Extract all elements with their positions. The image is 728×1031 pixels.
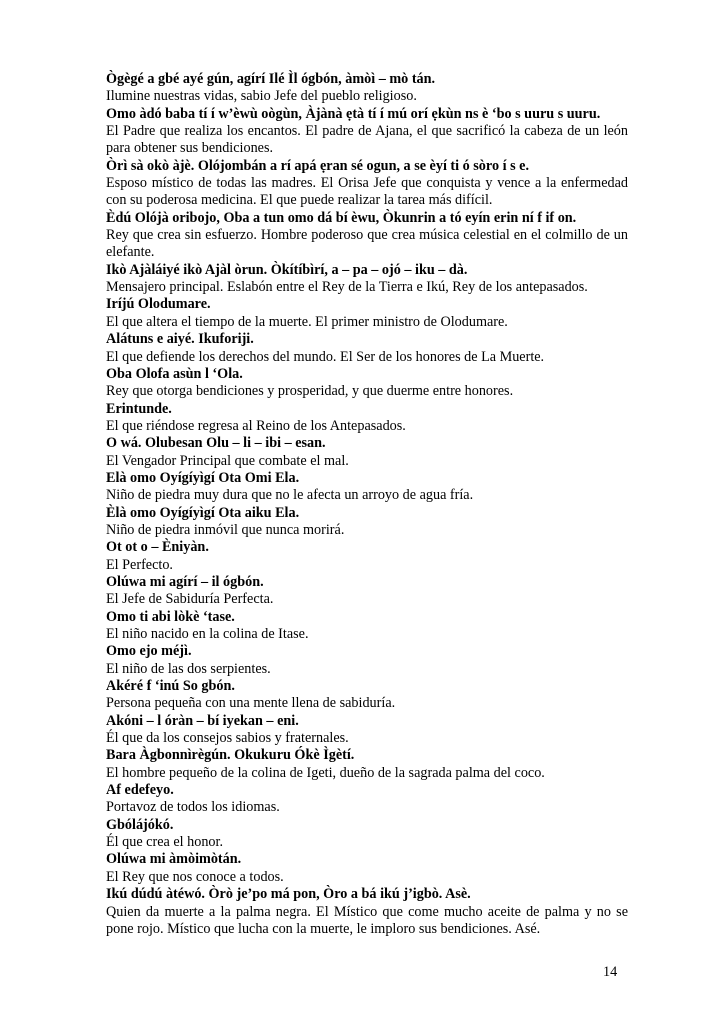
invocation-entry <box>106 817 628 852</box>
invocation-translation: Él que da los consejos sabios y fraternales. <box>106 730 349 747</box>
invocation-entry <box>106 331 628 366</box>
invocation-title: Bara Àgbonnìrègún. Okukuru Ókè Ìgètí. <box>106 747 355 764</box>
invocation-title: O wá. Olubesan Olu – li – ibi – esan. <box>106 435 326 452</box>
invocation-entry <box>106 505 628 540</box>
invocation-translation: Niño de piedra inmóvil que nunca morirá. <box>106 521 345 538</box>
invocation-entry <box>106 262 628 297</box>
invocation-title: Omo ejo méjì. <box>106 643 192 660</box>
invocation-entry <box>106 643 628 678</box>
invocation-title: Oba Olofa asùn l ‘Ola. <box>106 365 243 382</box>
invocation-title: Ikú dúdú àtéwó. Òrò je’po má pon, Òro a bá ikú j’igbò. Asè. <box>106 886 471 903</box>
invocation-entry <box>106 782 628 817</box>
invocation-entry <box>106 574 628 609</box>
invocation-translation: Rey que otorga bendiciones y prosperidad, y que duerme entre honores. <box>106 383 514 400</box>
invocation-title: Omo ti abi lòkè ‘tase. <box>106 608 235 625</box>
invocation-translation: Niño de piedra muy dura que no le afecta un arroyo de agua fría. <box>106 487 474 504</box>
invocation-title: Omo àdó baba tí í w’èwù oògùn, Àjànà ẹtà tí í mú orí ẹkùn ns è ‘bo s uuru s uuru. <box>106 105 601 122</box>
invocation-translation: Esposo místico de todas las madres. El Orisa Jefe que conquista y vence a la enfermedad con su poderosa medicina. El que puede realizar la tarea más difícil. <box>106 175 628 209</box>
invocation-entry <box>106 71 628 106</box>
invocation-title: Ot ot o – Èniyàn. <box>106 539 209 556</box>
invocation-translation: El Padre que realiza los encantos. El padre de Ajana, el que sacrificó la cabeza de un león para obtener sus bendiciones. <box>106 123 628 157</box>
invocation-translation: El Rey que nos conoce a todos. <box>106 868 284 885</box>
invocation-translation: Rey que crea sin esfuerzo. Hombre poderoso que crea música celestial en el colmillo de un elefante. <box>106 227 628 261</box>
invocation-title: Olúwa mi agírí – il ógbón. <box>106 573 264 590</box>
invocation-translation: El Jefe de Sabiduría Perfecta. <box>106 591 274 608</box>
invocation-translation: El niño de las dos serpientes. <box>106 660 271 677</box>
invocation-translation: El que defiende los derechos del mundo. El Ser de los honores de La Muerte. <box>106 348 545 365</box>
invocation-translation: El que riéndose regresa al Reino de los Antepasados. <box>106 417 406 434</box>
invocation-translation: El hombre pequeño de la colina de Igeti, dueño de la sagrada palma del coco. <box>106 764 545 781</box>
invocation-title: Af edefeyo. <box>106 782 174 799</box>
invocation-translation: Portavoz de todos los idiomas. <box>106 799 280 816</box>
invocation-title: Òrì sà okò àjè. Olójombán a rí apá ẹran sé ogun, a se èyí ti ó sòro í s e. <box>106 157 529 174</box>
invocation-translation: Quien da muerte a la palma negra. El Místico que come mucho aceite de palma y no se pone rojo. Místico que lucha con la muerte, le imploro sus bendiciones. Asé. <box>106 903 628 937</box>
invocation-title: Iríjú Olodumare. <box>106 296 211 313</box>
invocation-translation: El Perfecto. <box>106 556 173 573</box>
invocation-title: Elà omo Oyígíyìgí Ota Omi Ela. <box>106 469 300 486</box>
invocation-entry <box>106 435 628 470</box>
invocation-entry <box>106 366 628 401</box>
invocation-entry <box>106 886 628 938</box>
invocation-translation: El que altera el tiempo de la muerte. El primer ministro de Olodumare. <box>106 313 508 330</box>
invocation-entry <box>106 106 628 158</box>
invocation-entry <box>106 401 628 436</box>
invocation-title: Erintunde. <box>106 400 172 417</box>
invocation-entry <box>106 609 628 644</box>
invocation-entry <box>106 158 628 210</box>
invocation-entry <box>106 678 628 713</box>
invocation-title: Èlà omo Oyígíyìgí Ota aiku Ela. <box>106 504 300 521</box>
invocation-translation: Él que crea el honor. <box>106 834 223 851</box>
invocation-title: Èdú Olójà oribojo, Oba a tun omo dá bí èwu, Òkunrin a tó eyín erin ní f if on. <box>106 209 577 226</box>
invocation-translation: Mensajero principal. Eslabón entre el Rey de la Tierra e Ikú, Rey de los antepasados. <box>106 279 588 296</box>
invocation-translation: Ilumine nuestras vidas, sabio Jefe del pueblo religioso. <box>106 88 417 105</box>
invocation-entry <box>106 296 628 331</box>
invocation-entry <box>106 851 628 886</box>
invocation-entry <box>106 470 628 505</box>
invocation-entry <box>106 713 628 748</box>
invocation-entry <box>106 539 628 574</box>
invocation-title: Alátuns e aiyé. Ikuforiji. <box>106 331 254 348</box>
invocation-title: Ikò Ajàláiyé ikò Ajàl òrun. Òkítíbìrí, a – pa – ojó – iku – dà. <box>106 261 468 278</box>
invocation-title: Akéré f ‘inú So gbón. <box>106 678 235 695</box>
invocation-entry <box>106 747 628 782</box>
invocation-translation: Persona pequeña con una mente llena de sabiduría. <box>106 695 396 712</box>
document-body <box>106 71 628 938</box>
invocation-translation: El Vengador Principal que combate el mal. <box>106 452 349 469</box>
invocation-translation: El niño nacido en la colina de Itase. <box>106 626 309 642</box>
page-number: 14 <box>603 964 618 980</box>
invocation-title: Gbólájókó. <box>106 816 174 833</box>
invocation-title: Ògègé a gbé ayé gún, agírí Ilé Ìl ógbón, àmòì – mò tán. <box>106 71 436 87</box>
invocation-title: Olúwa mi àmòimòtán. <box>106 851 242 868</box>
invocation-entry <box>106 210 628 262</box>
invocation-title: Akóni – l óràn – bí iyekan – eni. <box>106 712 299 729</box>
